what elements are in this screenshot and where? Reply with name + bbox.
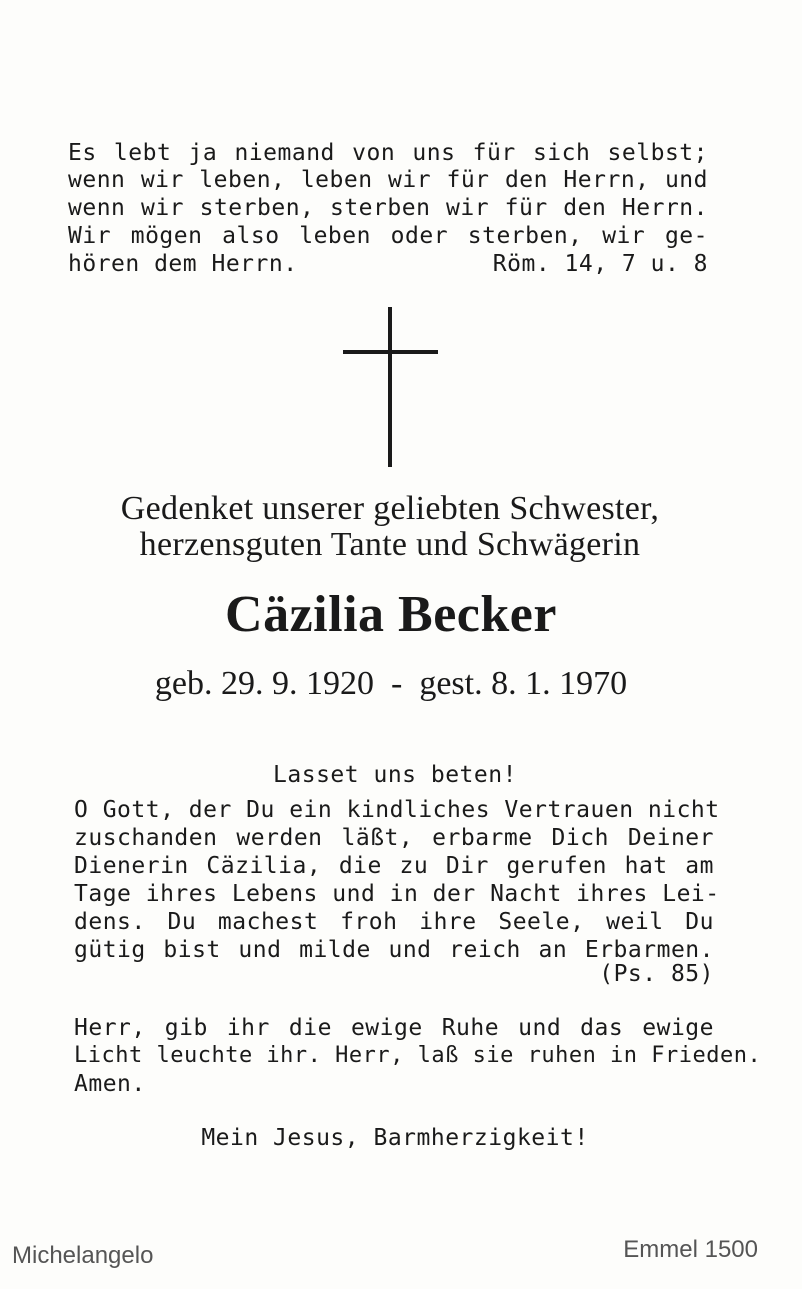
verse-line: wenn wir leben, leben wir für den Herrn, und [68,167,708,193]
footer-publisher: Michelangelo [12,1242,154,1269]
dedication-line: Gedenket unserer geliebten Schwester, [120,490,660,527]
prayer-line: Tage ihres Lebens und in der Nacht ihres Lei- [74,881,720,907]
prayer-line: Dienerin Cäzilia, die zu Dir gerufen hat am [74,853,714,879]
verse-line: Es lebt ja niemand von uns für sich selbst; [68,140,708,166]
verse-reference: Röm. 14, 7 u. 8 [492,251,708,277]
closing-text: Mein Jesus, Barmherzigkeit! [201,1125,589,1151]
life-dates: geb. 29. 9. 1920 - gest. 8. 1. 1970 [154,665,628,702]
prayer-line: O Gott, der Du ein kindliches Vertrauen nicht [74,797,720,823]
prayer-heading: Lasset uns beten! [273,762,517,788]
prayer-line: dens. Du machest froh ihre Seele, weil Du [74,909,714,935]
prayer-line: zuschanden werden läßt, erbarme Dich Deiner [74,825,714,851]
dedication-line: herzensguten Tante und Schwägerin [139,526,641,563]
verse-line: wenn wir sterben, sterben wir für den Herrn. [68,195,708,221]
prayer-line: gütig bist und milde und reich an Erbarmen. [74,937,714,963]
verse-line: Wir mögen also leben oder sterben, wir ge- [68,223,708,249]
footer-catalog-number: Emmel 1500 [623,1236,758,1263]
verse-line: hören dem Herrn. [68,251,298,277]
rest-line: Amen. [74,1071,146,1097]
rest-line: Licht leuchte ihr. Herr, laß sie ruhen in Frieden. [74,1043,762,1068]
prayer-reference: (Ps. 85) [599,961,714,987]
deceased-name: Cäzilia Becker [225,586,557,643]
rest-line: Herr, gib ihr die ewige Ruhe und das ewige [74,1015,714,1041]
